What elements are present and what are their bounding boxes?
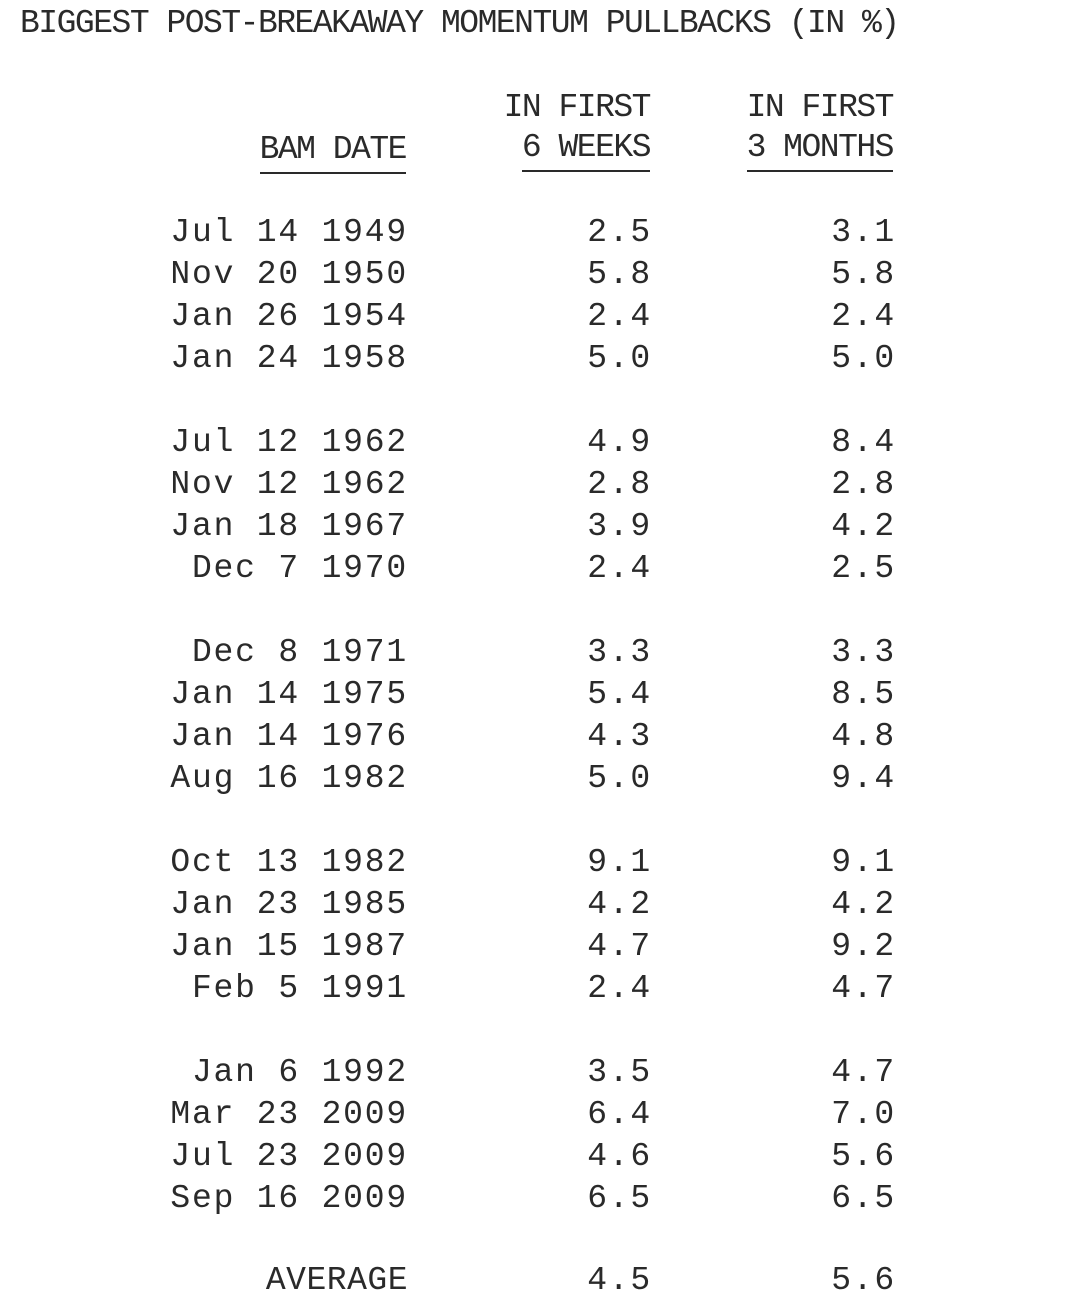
header-three-months-line1: IN FIRST xyxy=(746,89,893,126)
three-months-cell: 8.5 xyxy=(831,676,896,713)
bam-date-cell: Nov 20 1950 xyxy=(170,256,408,293)
six-weeks-cell: 9.1 xyxy=(587,844,652,881)
three-months-cell: 5.0 xyxy=(831,340,896,377)
six-weeks-cell: 4.2 xyxy=(587,886,652,923)
six-weeks-cell: 5.8 xyxy=(587,256,652,293)
table-row xyxy=(0,212,1082,254)
table-row xyxy=(0,716,1082,758)
six-weeks-cell: 6.5 xyxy=(587,1180,652,1217)
six-weeks-cell: 3.5 xyxy=(587,1054,652,1091)
six-weeks-cell: 6.4 xyxy=(587,1096,652,1133)
table-row xyxy=(0,296,1082,338)
table-row xyxy=(0,548,1082,590)
table-row xyxy=(0,674,1082,716)
table-row xyxy=(0,758,1082,800)
average-three-months: 5.6 xyxy=(831,1262,896,1299)
table-row xyxy=(0,254,1082,296)
three-months-cell: 9.1 xyxy=(831,844,896,881)
bam-date-cell: Mar 23 2009 xyxy=(170,1096,408,1133)
average-six-weeks: 4.5 xyxy=(587,1262,652,1299)
table-row xyxy=(0,926,1082,968)
six-weeks-cell: 5.4 xyxy=(587,676,652,713)
six-weeks-cell: 4.6 xyxy=(587,1138,652,1175)
table-row xyxy=(0,1094,1082,1136)
table-row xyxy=(0,884,1082,926)
six-weeks-cell: 5.0 xyxy=(587,340,652,377)
header-six-weeks-line2 xyxy=(420,128,650,172)
table-row xyxy=(0,968,1082,1010)
table-row xyxy=(0,506,1082,548)
header-bam-date xyxy=(100,130,406,174)
bam-date-cell: Jan 14 1976 xyxy=(170,718,408,755)
six-weeks-cell: 4.3 xyxy=(587,718,652,755)
bam-date-cell: Nov 12 1962 xyxy=(170,466,408,503)
bam-date-cell: Dec 8 1971 xyxy=(191,634,408,671)
three-months-cell: 9.4 xyxy=(831,760,896,797)
three-months-cell: 3.3 xyxy=(831,634,896,671)
average-row xyxy=(0,1260,1082,1302)
six-weeks-cell: 2.4 xyxy=(587,970,652,1007)
header-bam-date-label: BAM DATE xyxy=(260,130,406,174)
three-months-cell: 7.0 xyxy=(831,1096,896,1133)
six-weeks-cell: 4.7 xyxy=(587,928,652,965)
average-label: AVERAGE xyxy=(265,1262,408,1299)
six-weeks-cell: 4.9 xyxy=(587,424,652,461)
table-row xyxy=(0,1052,1082,1094)
three-months-cell: 8.4 xyxy=(831,424,896,461)
bam-date-cell: Oct 13 1982 xyxy=(170,844,408,881)
bam-date-cell: Jan 15 1987 xyxy=(170,928,408,965)
bam-date-cell: Sep 16 2009 xyxy=(170,1180,408,1217)
six-weeks-cell: 2.4 xyxy=(587,298,652,335)
three-months-cell: 2.8 xyxy=(831,466,896,503)
bam-date-cell: Jan 26 1954 xyxy=(170,298,408,335)
header-six-weeks-label: 6 WEEKS xyxy=(522,128,650,172)
table-row xyxy=(0,842,1082,884)
table-row xyxy=(0,1136,1082,1178)
bam-date-cell: Jan 23 1985 xyxy=(170,886,408,923)
three-months-cell: 5.8 xyxy=(831,256,896,293)
bam-date-cell: Jul 23 2009 xyxy=(170,1138,408,1175)
three-months-cell: 4.7 xyxy=(831,970,896,1007)
header-six-weeks-line1: IN FIRST xyxy=(503,89,650,126)
bam-date-cell: Aug 16 1982 xyxy=(170,760,408,797)
six-weeks-cell: 2.8 xyxy=(587,466,652,503)
three-months-cell: 4.8 xyxy=(831,718,896,755)
bam-date-cell: Jan 6 1992 xyxy=(191,1054,408,1091)
three-months-cell: 4.2 xyxy=(831,886,896,923)
table-title: BIGGEST POST-BREAKAWAY MOMENTUM PULLBACKS (IN %) xyxy=(20,5,899,42)
bam-date-cell: Dec 7 1970 xyxy=(191,550,408,587)
three-months-cell: 2.5 xyxy=(831,550,896,587)
table-row xyxy=(0,338,1082,380)
bam-date-cell: Jul 14 1949 xyxy=(170,214,408,251)
three-months-cell: 9.2 xyxy=(831,928,896,965)
three-months-cell: 4.7 xyxy=(831,1054,896,1091)
header-three-months-line2 xyxy=(680,128,893,172)
six-weeks-cell: 2.5 xyxy=(587,214,652,251)
six-weeks-cell: 2.4 xyxy=(587,550,652,587)
six-weeks-cell: 3.3 xyxy=(587,634,652,671)
bam-date-cell: Jan 24 1958 xyxy=(170,340,408,377)
table-row xyxy=(0,464,1082,506)
table-row xyxy=(0,422,1082,464)
bam-date-cell: Feb 5 1991 xyxy=(191,970,408,1007)
table-row xyxy=(0,632,1082,674)
three-months-cell: 4.2 xyxy=(831,508,896,545)
six-weeks-cell: 5.0 xyxy=(587,760,652,797)
six-weeks-cell: 3.9 xyxy=(587,508,652,545)
bam-date-cell: Jul 12 1962 xyxy=(170,424,408,461)
three-months-cell: 6.5 xyxy=(831,1180,896,1217)
table-row xyxy=(0,1178,1082,1220)
bam-date-cell: Jan 14 1975 xyxy=(170,676,408,713)
header-three-months-label: 3 MONTHS xyxy=(747,128,893,172)
three-months-cell: 3.1 xyxy=(831,214,896,251)
three-months-cell: 2.4 xyxy=(831,298,896,335)
three-months-cell: 5.6 xyxy=(831,1138,896,1175)
bam-date-cell: Jan 18 1967 xyxy=(170,508,408,545)
